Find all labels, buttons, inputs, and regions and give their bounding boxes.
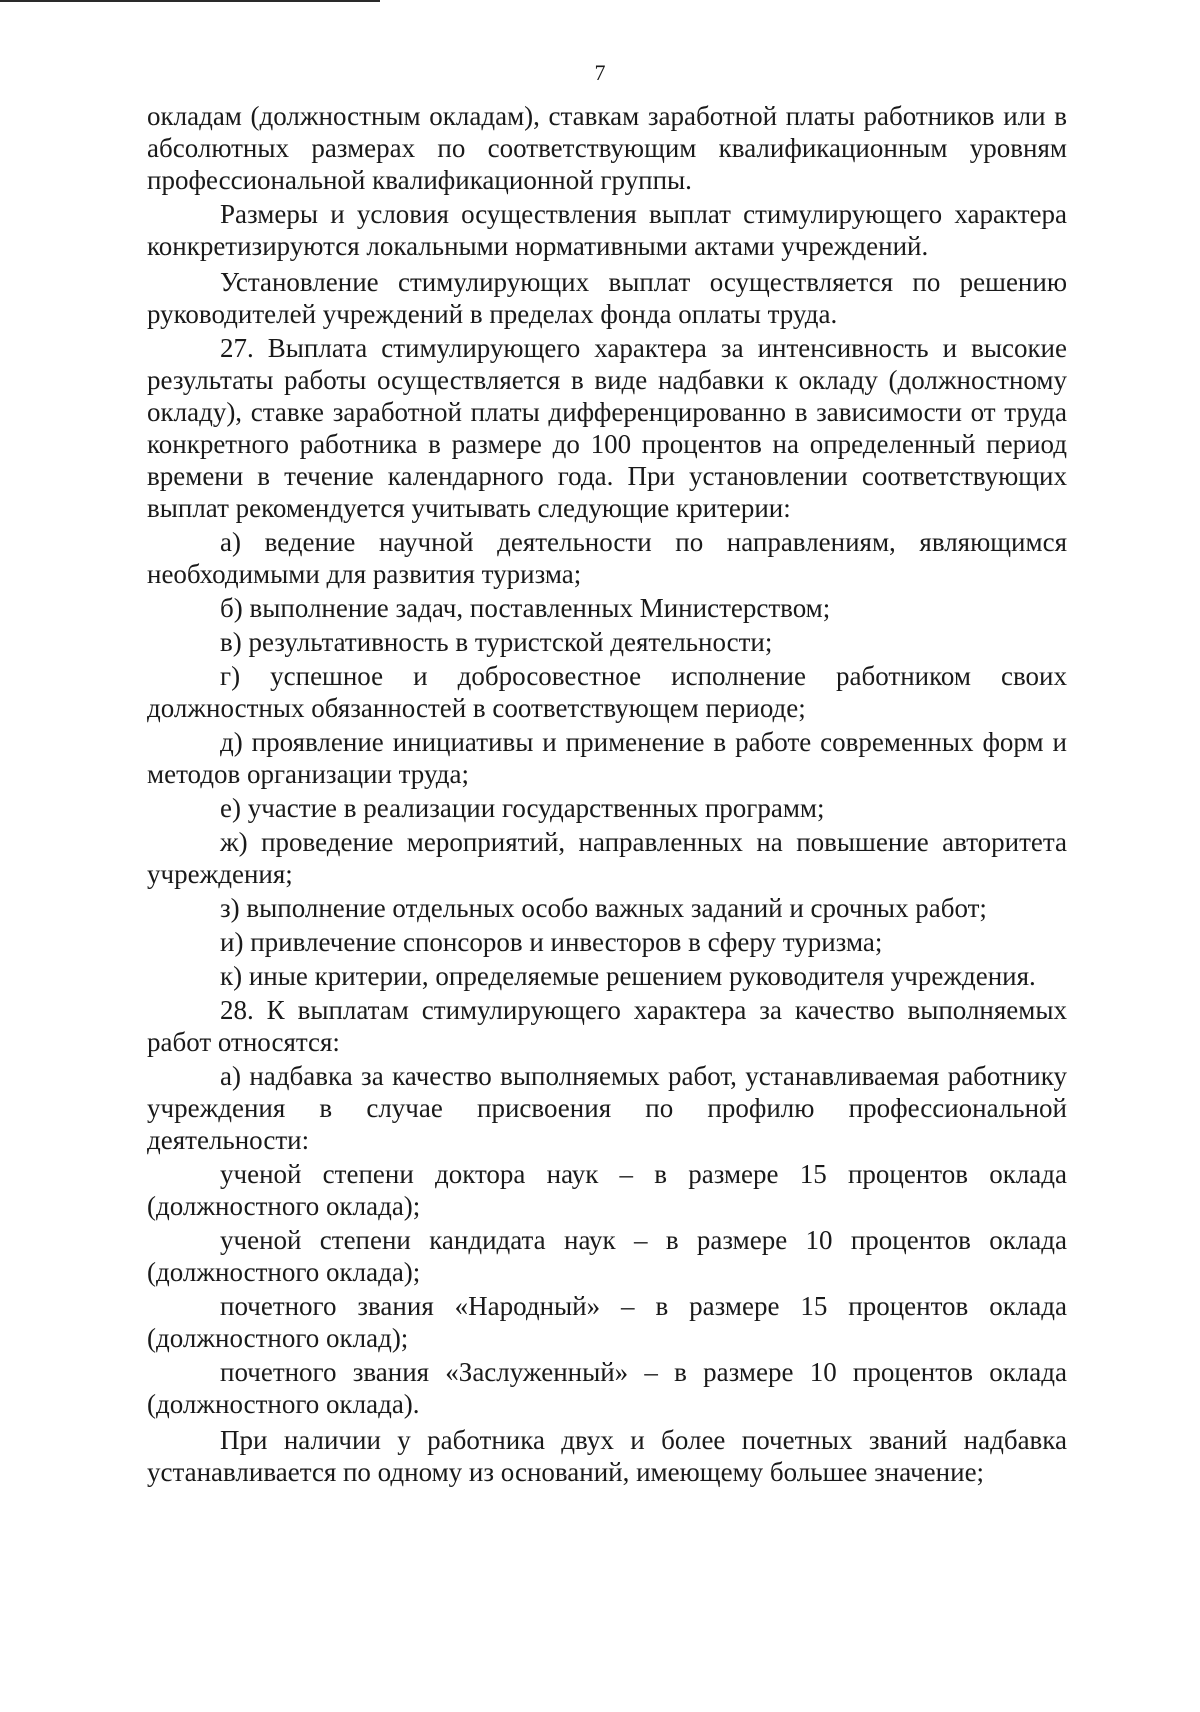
list-item-z: з) выполнение отдельных особо важных заданий и срочных работ;: [220, 893, 987, 923]
document-body: [147, 100, 1067, 1488]
paragraph-establishment: Установление стимулирующих выплат осуществляется по решению руководителей учреждений в пределах фонда оплаты труда.: [147, 267, 1067, 329]
list-item-v: в) результативность в туристской деятельности;: [220, 627, 773, 657]
list-item-d: д) проявление инициативы и применение в работе современных форм и методов организации труда;: [147, 727, 1067, 789]
list-item-g: г) успешное и добросовестное исполнение работником своих должностных обязанностей в соответствующем периоде;: [147, 661, 1067, 723]
page-number: 7: [594, 60, 606, 85]
list-item-28a: а) надбавка за качество выполняемых работ, устанавливаемая работнику учреждения в случае присвоения по профилю профессиональной деятельности:: [147, 1061, 1067, 1155]
list-item-zh: ж) проведение мероприятий, направленных на повышение авторитета учреждения;: [147, 827, 1067, 889]
degree-candidate: ученой степени кандидата наук – в размере 10 процентов оклада (должностного оклада);: [147, 1225, 1067, 1287]
degree-doctor: ученой степени доктора наук – в размере 15 процентов оклада (должностного оклада);: [147, 1159, 1067, 1221]
paragraph-sizes-conditions: Размеры и условия осуществления выплат стимулирующего характера конкретизируются локальными нормативными актами учреждений.: [147, 199, 1067, 261]
list-item-b: б) выполнение задач, поставленных Министерством;: [220, 593, 831, 623]
list-item-i: и) привлечение спонсоров и инвесторов в сферу туризма;: [220, 927, 883, 957]
list-item-a: а) ведение научной деятельности по направлениям, являющимся необходимыми для развития туризма;: [147, 527, 1067, 589]
paragraph-multiple-titles: При наличии у работника двух и более почетных званий надбавка устанавливается по одному из оснований, имеющему большее значение;: [147, 1425, 1067, 1487]
paragraph-continuation: окладам (должностным окладам), ставкам заработной платы работников или в абсолютных размерах по соответствующим квалификационным уровням профессиональной квалификационной группы.: [147, 101, 1067, 195]
list-item-k: к) иные критерии, определяемые решением руководителя учреждения.: [220, 961, 1036, 991]
paragraph-clause-27: 27. Выплата стимулирующего характера за интенсивность и высокие результаты работы осуществляется в виде надбавки к окладу (должностному окладу), ставке заработной платы дифференцированно в зависимости от труда конкретного работника в размере до 100 процентов на определенный период времени в течение календарного года. При установлении соответствующих выплат рекомендуется учитывать следующие критерии:: [147, 333, 1067, 523]
title-zasluzhenny: почетного звания «Заслуженный» – в размере 10 процентов оклада (должностного оклада).: [147, 1357, 1067, 1419]
list-item-e: е) участие в реализации государственных программ;: [220, 793, 825, 823]
paragraph-clause-28: 28. К выплатам стимулирующего характера за качество выполняемых работ относятся:: [147, 995, 1067, 1057]
title-narodny: почетного звания «Народный» – в размере 15 процентов оклада (должностного оклад);: [147, 1291, 1067, 1353]
top-rule-line: [0, 0, 380, 2]
